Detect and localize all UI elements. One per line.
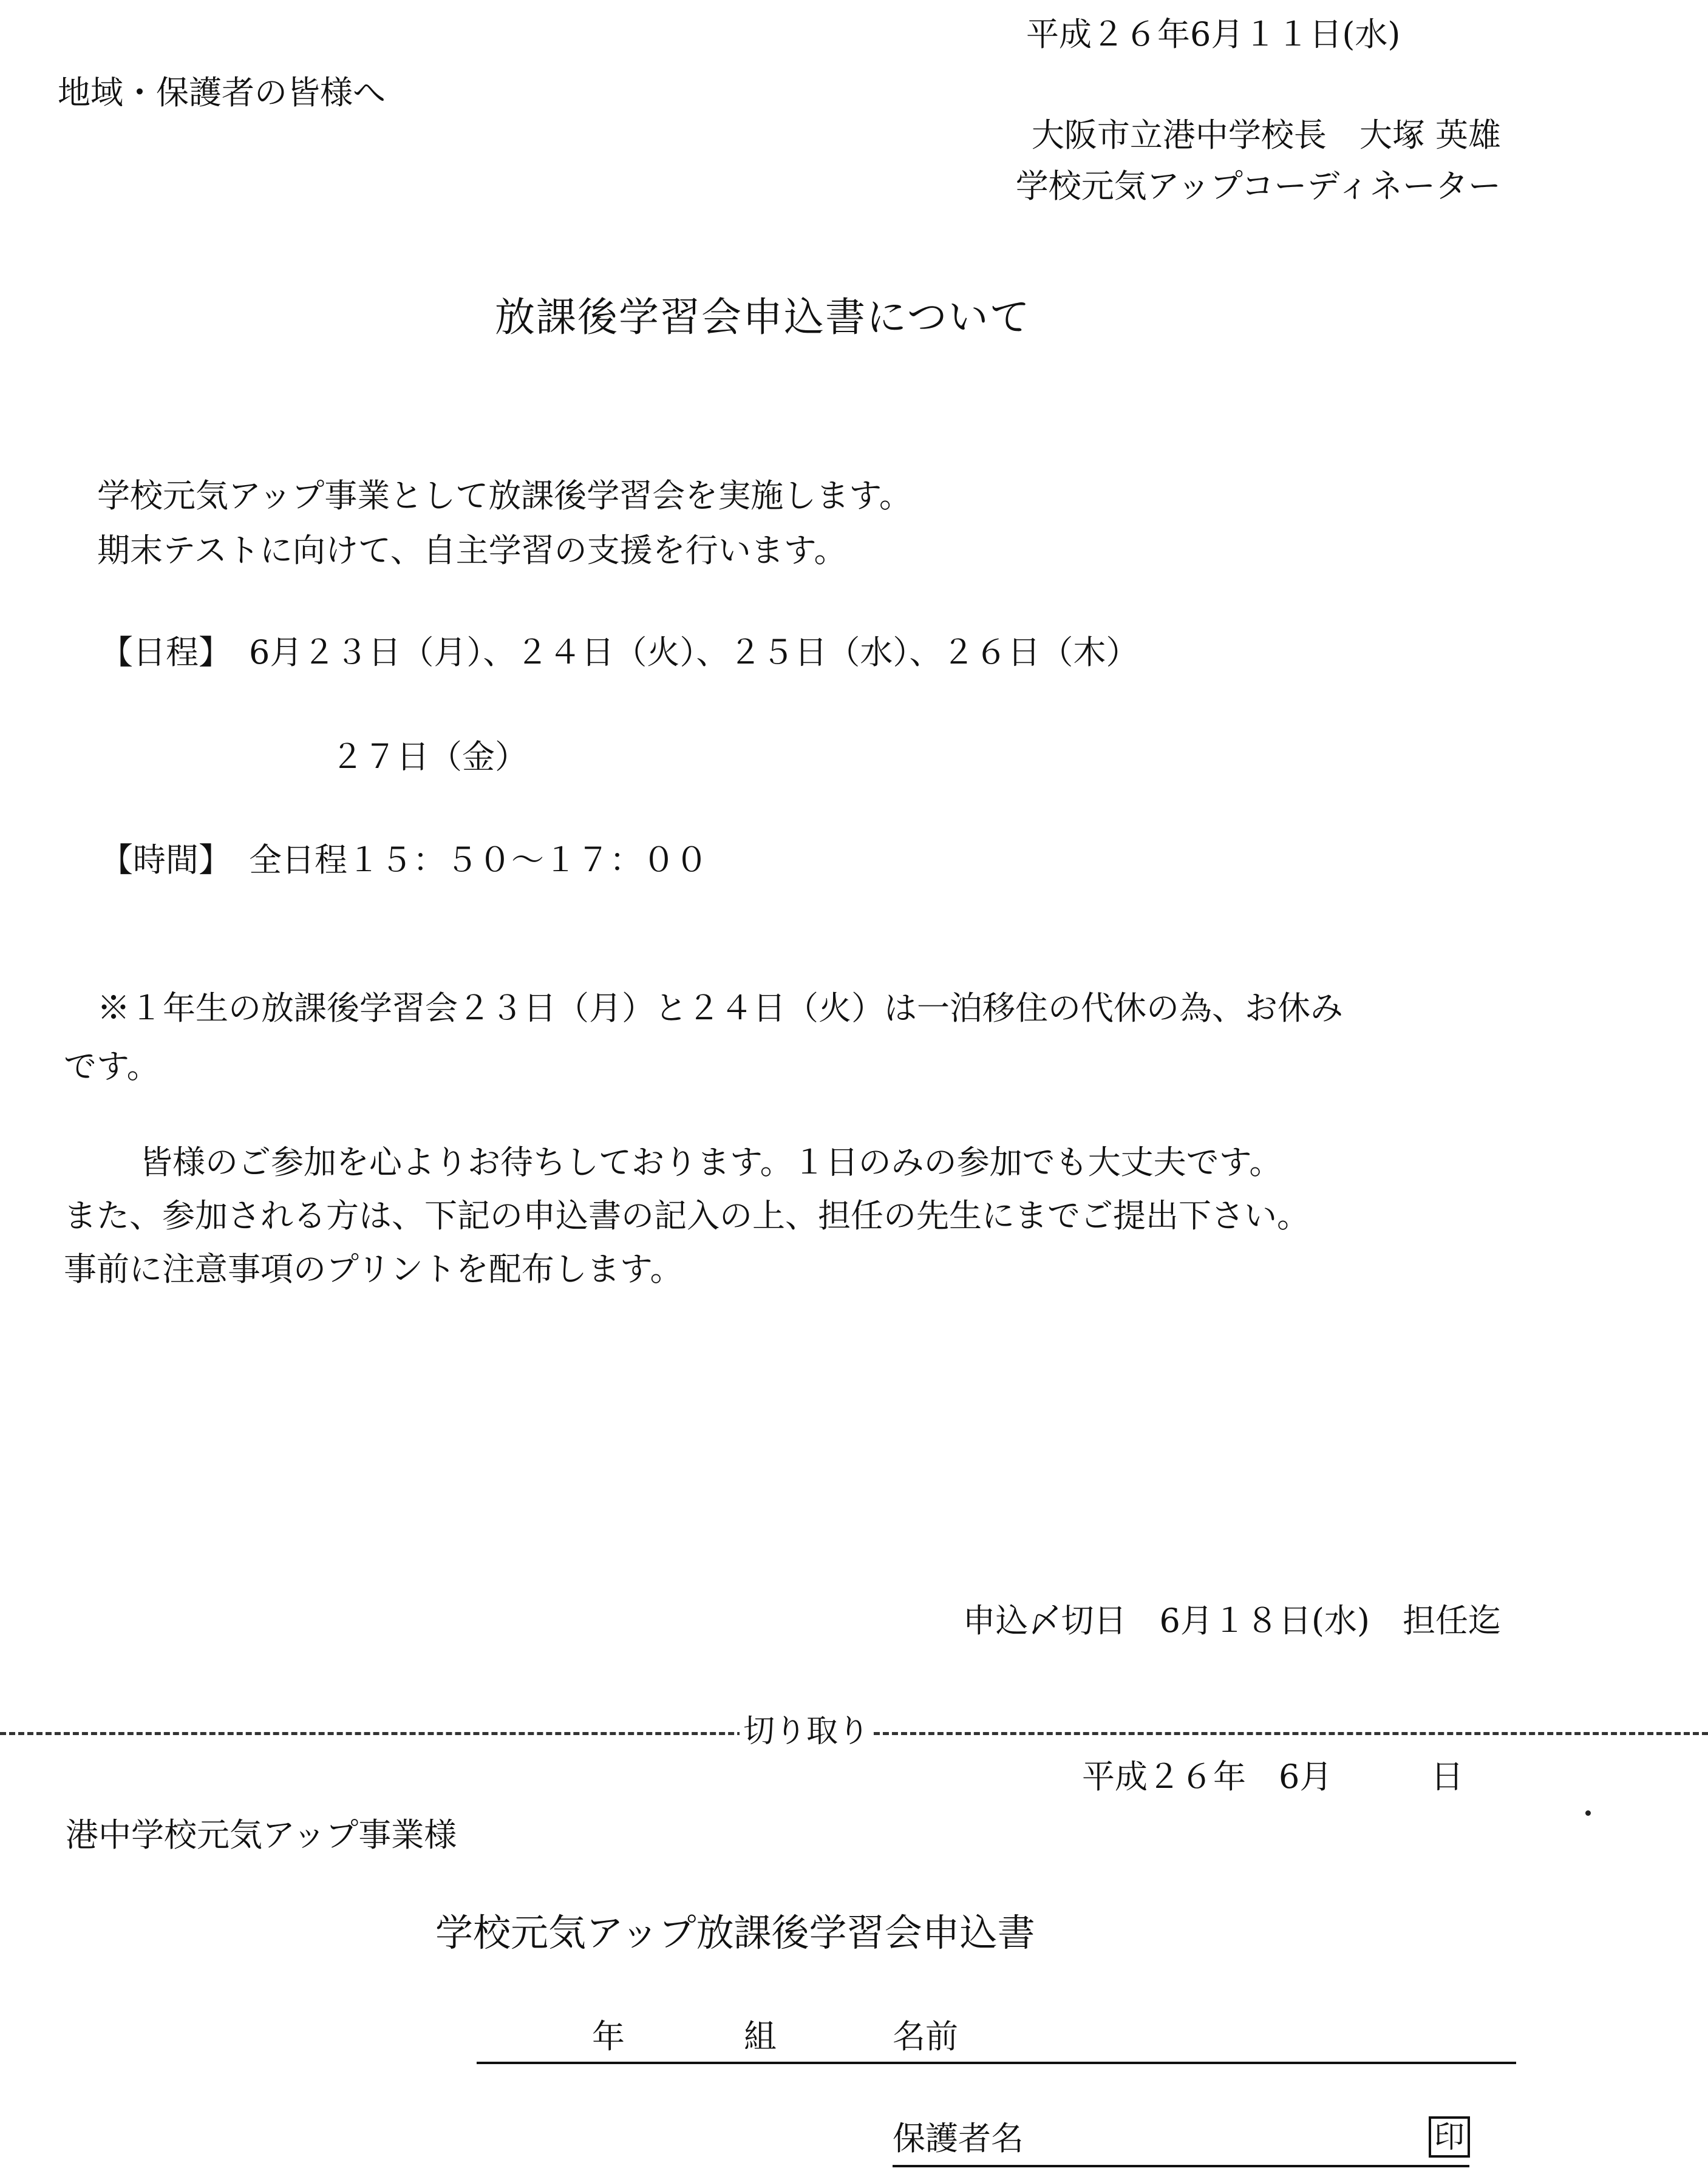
time-label: 【時間】: [100, 841, 231, 879]
document-date: 平成２６年6月１１日(水): [1026, 15, 1401, 53]
sender-principal: 大阪市立港中学校長 大塚 英雄: [1031, 116, 1501, 154]
guardian-name-underline[interactable]: [893, 2165, 1469, 2167]
document-title: 放課後学習会申込書について: [495, 294, 1031, 341]
deadline-line: 申込〆切日 6月１８日(水) 担任迄: [962, 1602, 1501, 1640]
schedule-label: 【日程】: [100, 633, 231, 671]
intro-line-1: 学校元気アップ事業として放課後学習会を実施します。: [97, 477, 912, 515]
schedule-dates-line-1: 6月２３日（月）、２４日（火）、２５日（水）、２６日（木）: [249, 633, 1139, 671]
seal-label: 印: [1434, 2119, 1465, 2155]
form-date: 平成２６年 6月 日: [1082, 1758, 1464, 1796]
recipient-line: 地域・保護者の皆様へ: [58, 73, 386, 112]
cut-label: 切り取り: [740, 1716, 873, 1747]
guardian-name-label: 保護者名: [893, 2119, 1024, 2158]
closing-line-3: 事前に注意事項のプリントを配布します。: [64, 1250, 683, 1288]
form-year-label: 年: [592, 2017, 625, 2056]
form-class-label: 組: [744, 2017, 777, 2056]
seal-box: [1429, 2116, 1470, 2158]
student-info-underline[interactable]: [477, 2062, 1516, 2064]
intro-line-2: 期末テストに向けて、自主学習の支援を行います。: [97, 531, 847, 569]
form-addressee: 港中学校元気アップ事業様: [66, 1816, 457, 1854]
closing-line-1: 皆様のご参加を心よりお待ちしております。１日のみの参加でも大丈夫です。: [140, 1143, 1282, 1181]
form-title: 学校元気アップ放課後学習会申込書: [435, 1911, 1035, 1955]
schedule-dates-line-2: ２７日（金）: [331, 738, 528, 776]
time-value: 全日程１５：５０～１７：００: [249, 841, 708, 879]
sender-coordinator: 学校元気アップコーディネーター: [1015, 167, 1501, 205]
note-line-2: です。: [64, 1047, 160, 1085]
note-line-1: ※１年生の放課後学習会２３日（月）と２４日（火）は一泊移住の代休の為、お休み: [97, 989, 1343, 1027]
closing-line-2: また、参加される方は、下記の申込書の記入の上、担任の先生にまでご提出下さい。: [64, 1197, 1310, 1235]
form-name-label: 名前: [893, 2017, 958, 2056]
stray-dot: [1585, 1810, 1591, 1816]
